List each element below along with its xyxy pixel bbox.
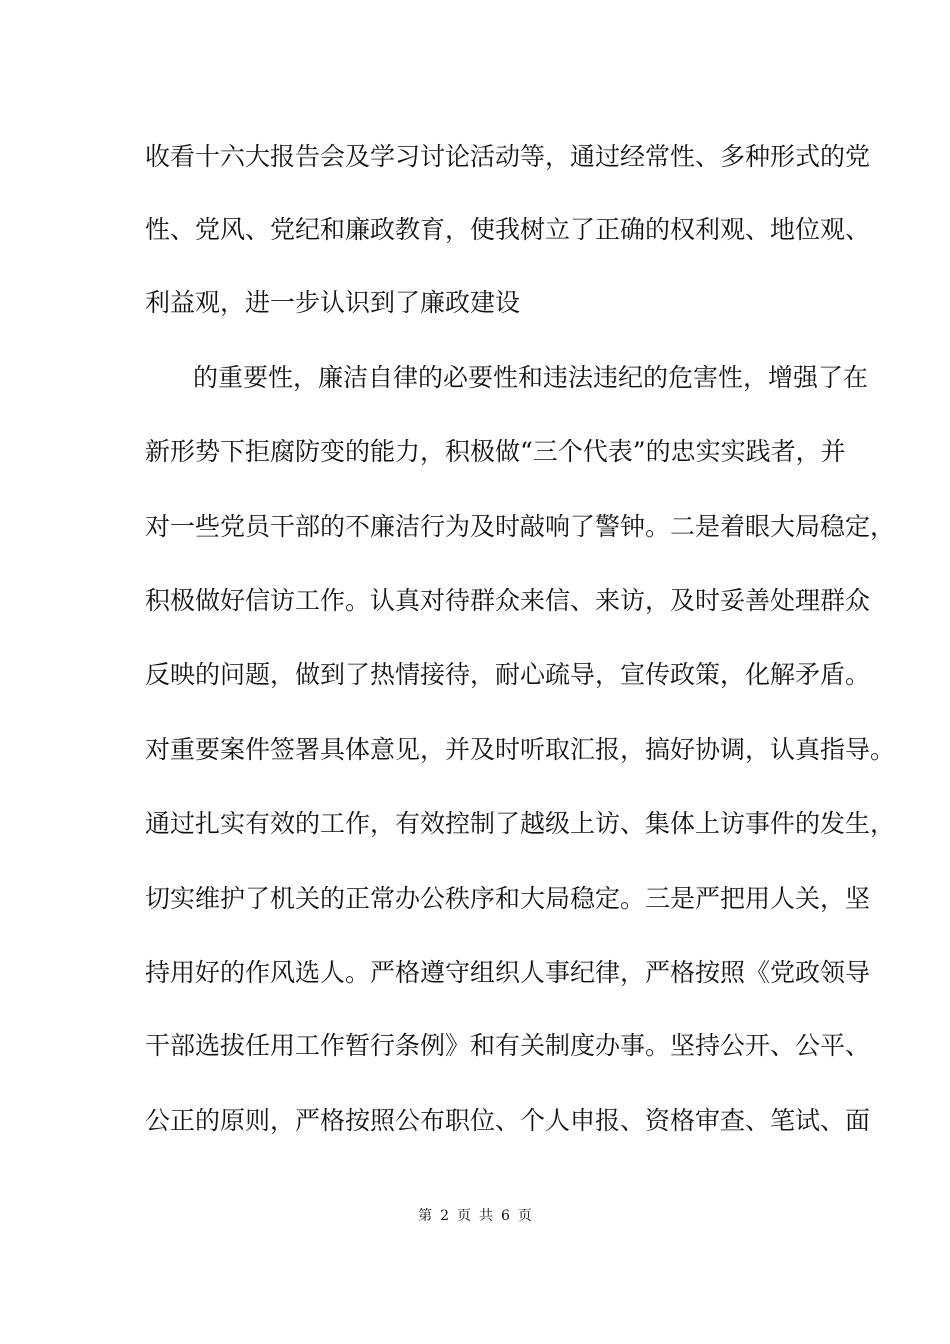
footer-current-page: 2 bbox=[440, 1208, 449, 1224]
body-line-6: 对一些党员干部的不廉洁行为及时敲响了警钟。二是着眼大局稳定， bbox=[145, 512, 896, 541]
footer-middle1: 页 bbox=[457, 1208, 471, 1224]
body-line-2: 性、党风、党纪和廉政教育，使我树立了正确的权利观、地位观、 bbox=[145, 215, 871, 244]
body-line-3: 利益观，进一步认识到了廉政建设 bbox=[145, 288, 521, 317]
footer-total-pages: 6 bbox=[501, 1208, 510, 1224]
body-line-1: 收看十六大报告会及学习讨论活动等，通过经常性、多种形式的党 bbox=[145, 142, 871, 171]
page-footer bbox=[0, 1207, 950, 1225]
body-line-8: 反映的问题，做到了热情接待，耐心疏导，宣传政策，化解矛盾。 bbox=[145, 660, 871, 689]
body-line-5: 新形势下拒腐防变的能力，积极做“三个代表”的忠实实践者，并 bbox=[145, 437, 846, 466]
footer-middle2: 共 bbox=[479, 1208, 493, 1224]
body-line-14: 公正的原则，严格按照公布职位、个人申报、资格审查、笔试、面 bbox=[145, 1106, 871, 1135]
body-line-11: 切实维护了机关的正常办公秩序和大局稳定。三是严把用人关，坚 bbox=[145, 884, 871, 913]
body-line-7: 积极做好信访工作。认真对待群众来信、来访，及时妥善处理群众 bbox=[145, 586, 871, 615]
body-line-13: 干部选拔任用工作暂行条例》和有关制度办事。坚持公开、公平、 bbox=[145, 1031, 871, 1060]
body-line-12: 持用好的作风选人。严格遵守组织人事纪律，严格按照《党政领导 bbox=[145, 958, 871, 987]
body-line-4: 的重要性，廉洁自律的必要性和违法违纪的危害性，增强了在 bbox=[193, 363, 869, 392]
body-line-9: 对重要案件签署具体意见，并及时听取汇报，搞好协调，认真指导。 bbox=[145, 735, 896, 764]
body-line-10: 通过扎实有效的工作，有效控制了越级上访、集体上访事件的发生， bbox=[145, 809, 896, 838]
footer-prefix: 第 bbox=[418, 1208, 433, 1224]
footer-suffix: 页 bbox=[517, 1208, 532, 1224]
